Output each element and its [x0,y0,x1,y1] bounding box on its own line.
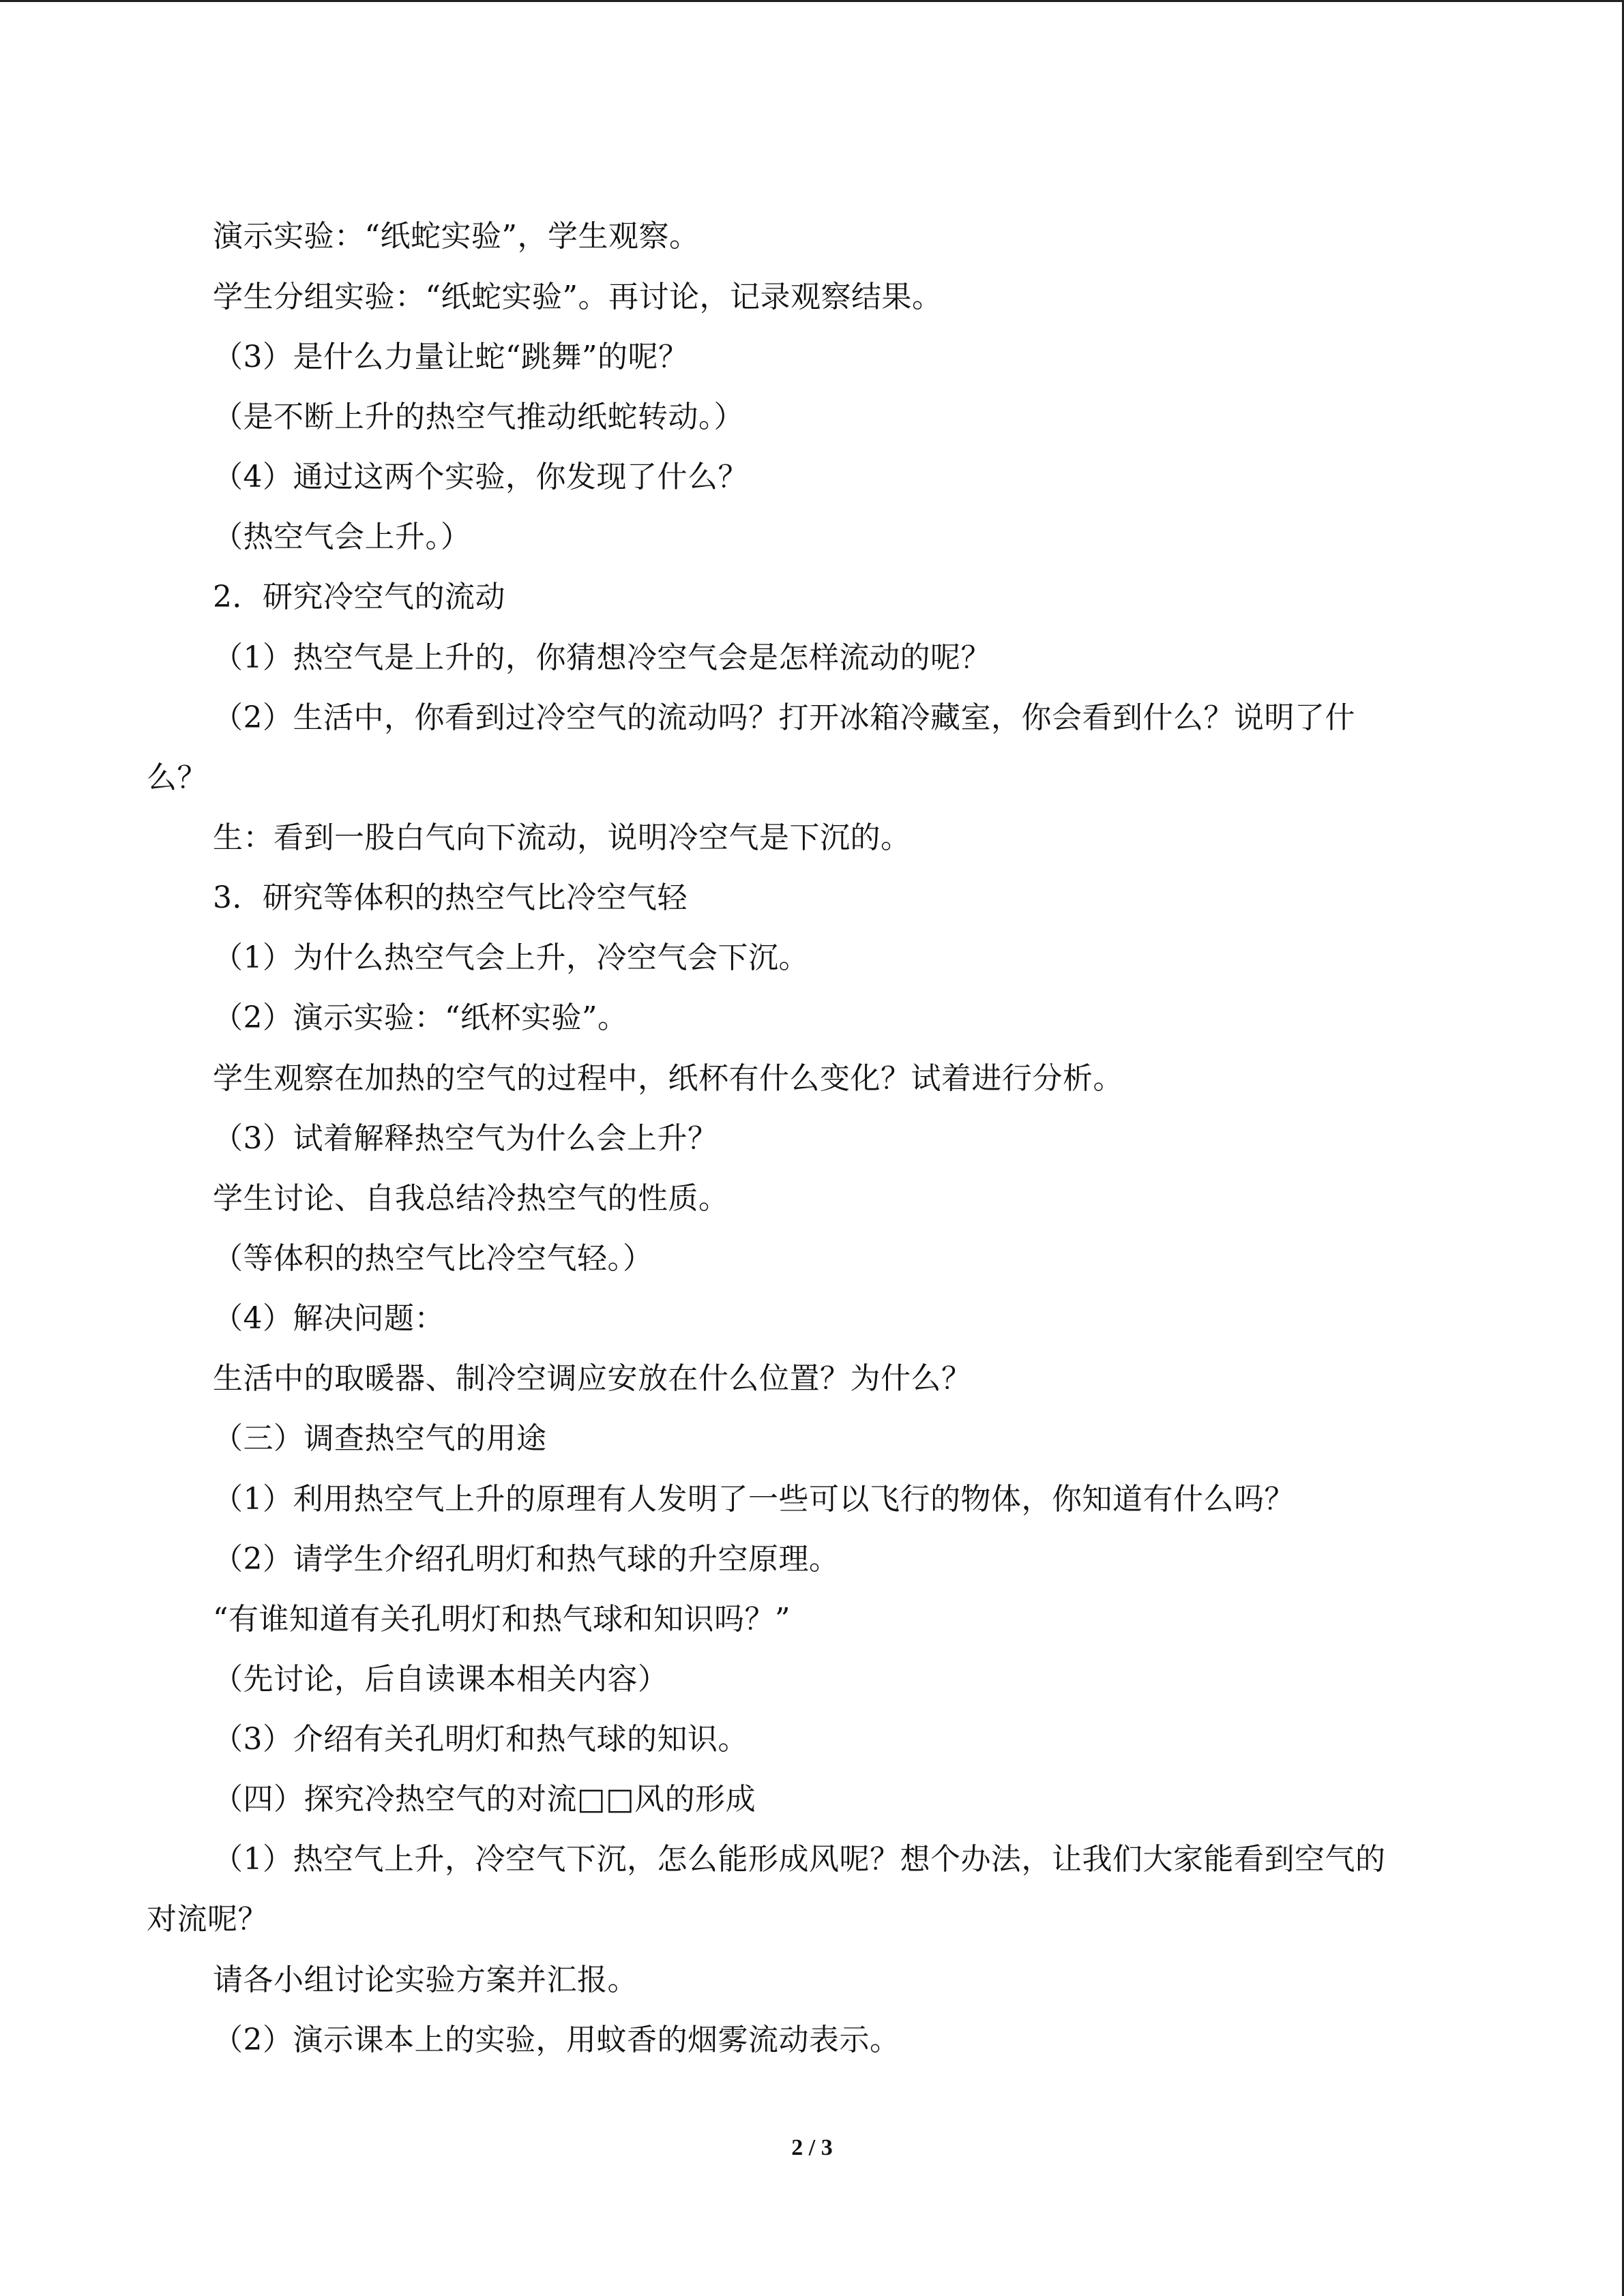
text-line-continuation: 么？ [147,760,207,795]
text-line: （4）解决问题： [213,1301,445,1336]
text-line: 请各小组讨论实验方案并汇报。 [213,1963,638,1997]
section-heading: （四）探究冷热空气的对流□□风的形成 [213,1782,756,1817]
text-line: “有谁知道有关孔明灯和热气球和知识吗？” [213,1602,791,1637]
text-line: （1）热空气是上升的，你猜想冷空气会是怎样流动的呢？ [213,640,991,675]
text-line: （先讨论，后自读课本相关内容） [213,1662,668,1697]
page-number: 2 / 3 [791,2135,833,2160]
text-line: （2）生活中，你看到过冷空气的流动吗？打开冰箱冷藏室，你会看到什么？说明了什 [213,700,1355,735]
section-heading: （三）调查热空气的用途 [213,1421,547,1456]
text-line: 学生分组实验：“纸蛇实验”。再讨论，记录观察结果。 [213,280,943,314]
text-line: （等体积的热空气比冷空气轻。） [213,1241,653,1276]
text-line: 生活中的取暖器、制冷空调应安放在什么位置？为什么？ [213,1361,972,1396]
text-line: （是不断上升的热空气推动纸蛇转动。） [213,400,744,434]
text-line: （1）热空气上升，冷空气下沉，怎么能形成风呢？想个办法，让我们大家能看到空气的 [213,1842,1386,1877]
text-line: （2）演示实验：“纸杯实验”。 [213,1000,628,1035]
text-line: 演示实验：“纸蛇实验”，学生观察。 [213,219,700,254]
text-line: （热空气会上升。） [213,520,471,554]
text-line: 学生观察在加热的空气的过程中，纸杯有什么变化？试着进行分析。 [213,1061,1123,1096]
section-heading: 3．研究等体积的热空气比冷空气轻 [213,880,688,915]
text-line-continuation: 对流呢？ [147,1902,268,1937]
text-line: （2）请学生介绍孔明灯和热气球的升空原理。 [213,1542,840,1577]
text-line: 学生讨论、自我总结冷热空气的性质。 [213,1181,729,1216]
text-line: （3）试着解释热空气为什么会上升？ [213,1121,718,1156]
text-line: （3）介绍有关孔明灯和热气球的知识。 [213,1722,748,1757]
text-line: 生：看到一股白气向下流动，说明冷空气是下沉的。 [213,820,911,855]
text-line: （3）是什么力量让蛇“跳舞”的呢？ [213,340,689,374]
text-line: （2）演示课本上的实验，用蚊香的烟雾流动表示。 [213,2023,900,2057]
text-line: （1）为什么热空气会上升，冷空气会下沉。 [213,940,809,975]
text-line: （4）通过这两个实验，你发现了什么？ [213,460,748,494]
section-heading: 2．研究冷空气的流动 [213,580,505,614]
text-line: （1）利用热空气上升的原理有人发明了一些可以飞行的物体，你知道有什么吗？ [213,1482,1295,1517]
